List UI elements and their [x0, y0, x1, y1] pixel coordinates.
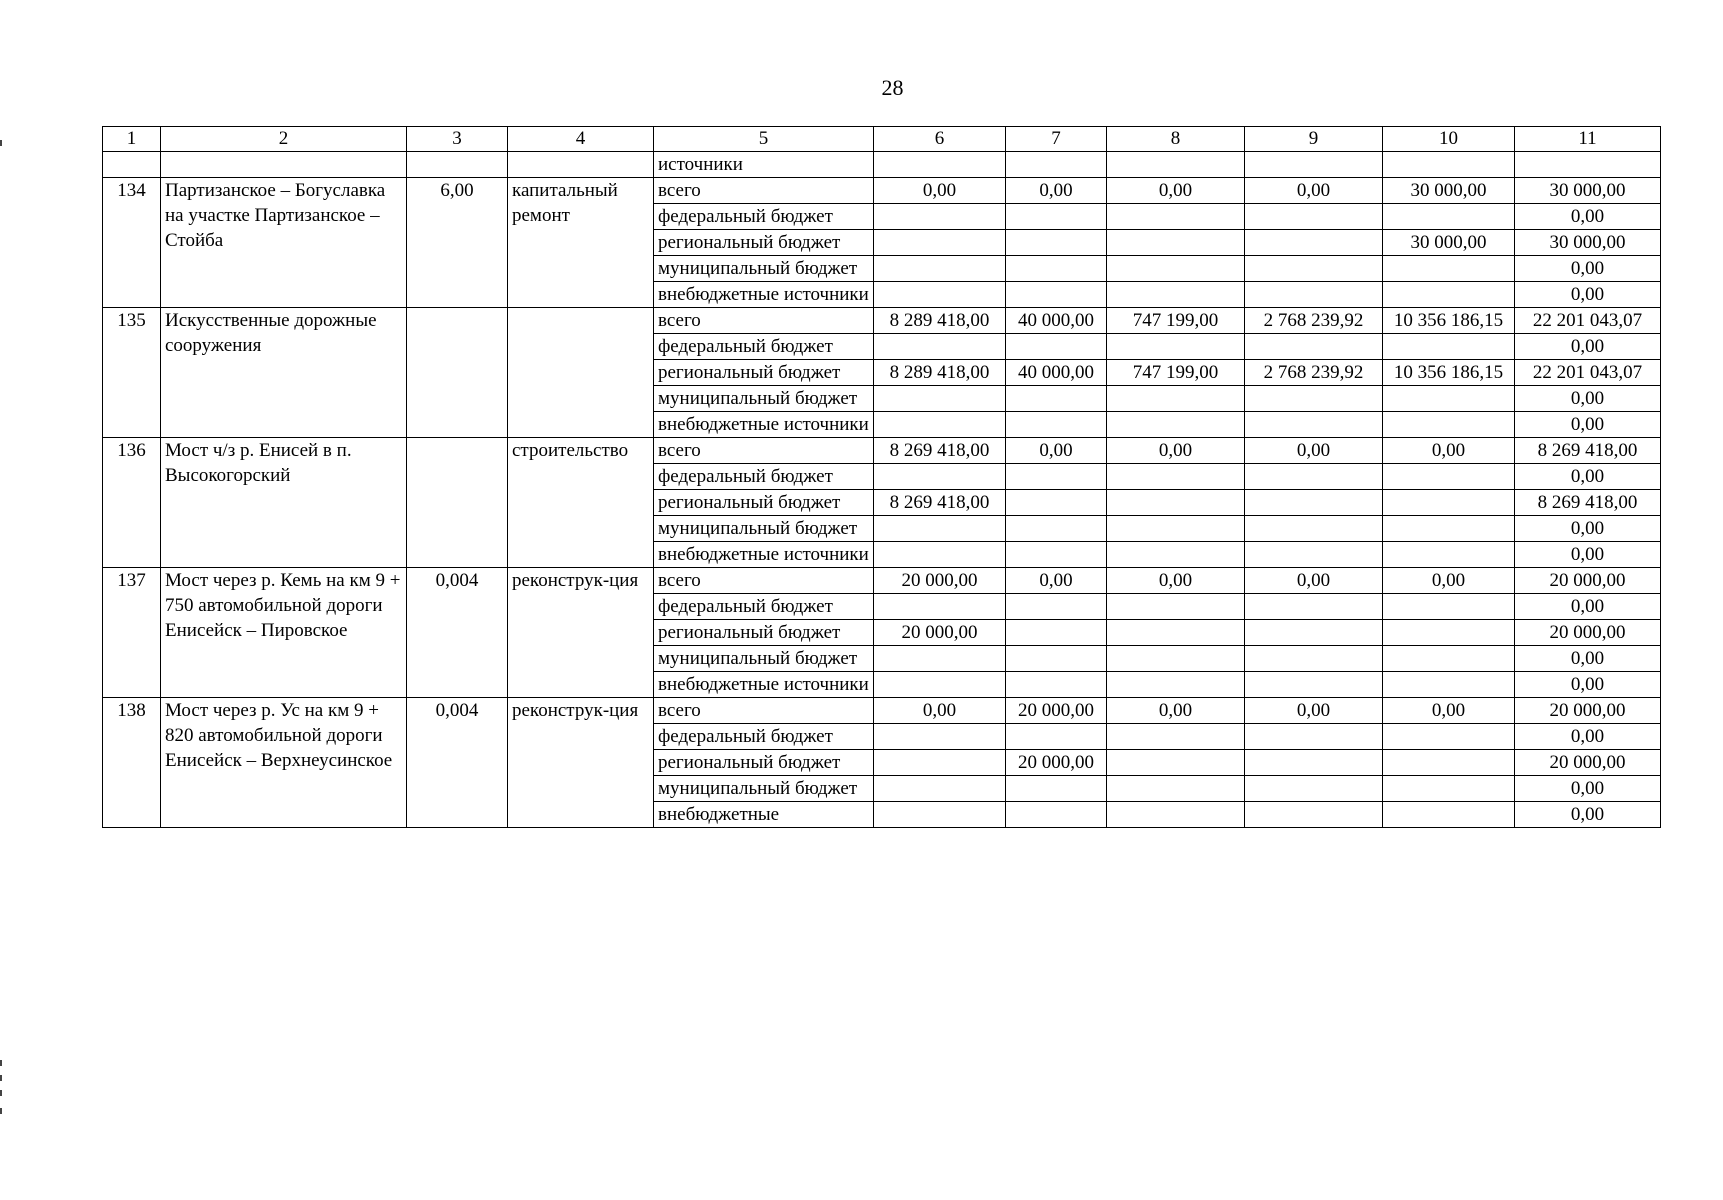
scan-edge-marks: [0, 0, 3, 1200]
object-number: 136: [103, 438, 161, 568]
object-row: [103, 438, 1661, 464]
amount-c11: 0,00: [1515, 594, 1661, 620]
funding-source: всего: [654, 438, 874, 464]
amount-c7: [1006, 776, 1107, 802]
object-name: Искусственные дорожные сооружения: [161, 308, 407, 438]
amount-c9: [1245, 750, 1383, 776]
object-length: 0,004: [407, 568, 508, 698]
amount-c9: 2 768 239,92: [1245, 360, 1383, 386]
amount-c9: [1245, 412, 1383, 438]
empty-cell: [508, 152, 654, 178]
amount-c6: [874, 594, 1006, 620]
amount-c7: 0,00: [1006, 568, 1107, 594]
continuation-row: [103, 152, 1661, 178]
amount-c10: [1383, 256, 1515, 282]
amount-c10: [1383, 646, 1515, 672]
column-header: 9: [1245, 127, 1383, 152]
funding-source: муниципальный бюджет: [654, 386, 874, 412]
empty-cell: [161, 152, 407, 178]
amount-c6: 0,00: [874, 698, 1006, 724]
object-length: 0,004: [407, 698, 508, 828]
amount-c9: [1245, 230, 1383, 256]
amount-c8: [1107, 672, 1245, 698]
funding-source: внебюджетные источники: [654, 412, 874, 438]
amount-c11: 0,00: [1515, 464, 1661, 490]
amount-c8: [1107, 724, 1245, 750]
object-name: Мост через р. Ус на км 9 + 820 автомобильной дороги Енисейск – Верхнеусинское: [161, 698, 407, 828]
amount-c10: [1383, 282, 1515, 308]
empty-cell: [1107, 152, 1245, 178]
funding-source: всего: [654, 568, 874, 594]
funding-source: внебюджетные источники: [654, 672, 874, 698]
amount-c8: 0,00: [1107, 698, 1245, 724]
amount-c11: 20 000,00: [1515, 568, 1661, 594]
object-length: [407, 438, 508, 568]
funding-source: федеральный бюджет: [654, 334, 874, 360]
amount-c8: [1107, 516, 1245, 542]
amount-c11: 0,00: [1515, 334, 1661, 360]
amount-c11: 20 000,00: [1515, 620, 1661, 646]
funding-source: всего: [654, 178, 874, 204]
funding-source: внебюджетные источники: [654, 542, 874, 568]
amount-c10: 10 356 186,15: [1383, 308, 1515, 334]
funding-source: региональный бюджет: [654, 360, 874, 386]
amount-c8: [1107, 750, 1245, 776]
amount-c9: [1245, 464, 1383, 490]
object-length: 6,00: [407, 178, 508, 308]
amount-c10: [1383, 594, 1515, 620]
empty-cell: [1383, 152, 1515, 178]
empty-cell: [407, 152, 508, 178]
amount-c9: [1245, 490, 1383, 516]
amount-c6: [874, 256, 1006, 282]
amount-c8: [1107, 282, 1245, 308]
amount-c6: 20 000,00: [874, 620, 1006, 646]
amount-c9: [1245, 386, 1383, 412]
amount-c6: [874, 464, 1006, 490]
amount-c8: [1107, 412, 1245, 438]
column-header: 1: [103, 127, 161, 152]
amount-c6: 0,00: [874, 178, 1006, 204]
amount-c10: 10 356 186,15: [1383, 360, 1515, 386]
amount-c11: 0,00: [1515, 256, 1661, 282]
amount-c10: 0,00: [1383, 698, 1515, 724]
amount-c7: [1006, 672, 1107, 698]
work-type: капитальный ремонт: [508, 178, 654, 308]
amount-c10: [1383, 724, 1515, 750]
amount-c7: [1006, 412, 1107, 438]
amount-c10: [1383, 776, 1515, 802]
table-body: [103, 152, 1661, 828]
amount-c9: [1245, 594, 1383, 620]
amount-c6: [874, 334, 1006, 360]
amount-c6: 8 289 418,00: [874, 360, 1006, 386]
amount-c6: 8 269 418,00: [874, 438, 1006, 464]
amount-c11: 0,00: [1515, 412, 1661, 438]
amount-c6: [874, 776, 1006, 802]
work-type: реконструк-ция: [508, 568, 654, 698]
column-header: 3: [407, 127, 508, 152]
amount-c7: [1006, 802, 1107, 828]
work-type: реконструк-ция: [508, 698, 654, 828]
amount-c8: [1107, 386, 1245, 412]
amount-c6: [874, 750, 1006, 776]
amount-c9: 0,00: [1245, 568, 1383, 594]
amount-c6: [874, 230, 1006, 256]
amount-c10: [1383, 412, 1515, 438]
amount-c6: [874, 802, 1006, 828]
work-type: строительство: [508, 438, 654, 568]
amount-c7: [1006, 516, 1107, 542]
amount-c11: 0,00: [1515, 282, 1661, 308]
amount-c10: [1383, 620, 1515, 646]
amount-c8: [1107, 334, 1245, 360]
funding-source: региональный бюджет: [654, 620, 874, 646]
column-header: 7: [1006, 127, 1107, 152]
amount-c10: [1383, 516, 1515, 542]
amount-c10: 0,00: [1383, 568, 1515, 594]
amount-c9: [1245, 802, 1383, 828]
funding-source: муниципальный бюджет: [654, 776, 874, 802]
object-number: 135: [103, 308, 161, 438]
amount-c8: 0,00: [1107, 568, 1245, 594]
empty-cell: [1245, 152, 1383, 178]
funding-source: муниципальный бюджет: [654, 516, 874, 542]
empty-cell: [874, 152, 1006, 178]
amount-c11: 0,00: [1515, 204, 1661, 230]
object-number: 137: [103, 568, 161, 698]
funding-source: муниципальный бюджет: [654, 256, 874, 282]
amount-c9: [1245, 282, 1383, 308]
object-number: 138: [103, 698, 161, 828]
amount-c7: [1006, 542, 1107, 568]
amount-c10: [1383, 334, 1515, 360]
amount-c7: 0,00: [1006, 438, 1107, 464]
funding-source: федеральный бюджет: [654, 464, 874, 490]
amount-c7: [1006, 334, 1107, 360]
column-header: 6: [874, 127, 1006, 152]
amount-c7: 0,00: [1006, 178, 1107, 204]
funding-source: региональный бюджет: [654, 230, 874, 256]
amount-c9: [1245, 776, 1383, 802]
object-row: [103, 568, 1661, 594]
amount-c8: 0,00: [1107, 438, 1245, 464]
funding-source: внебюджетные источники: [654, 282, 874, 308]
amount-c11: 30 000,00: [1515, 178, 1661, 204]
amount-c11: 0,00: [1515, 516, 1661, 542]
amount-c7: 20 000,00: [1006, 750, 1107, 776]
column-header: 4: [508, 127, 654, 152]
amount-c9: [1245, 672, 1383, 698]
amount-c6: [874, 724, 1006, 750]
amount-c7: 40 000,00: [1006, 308, 1107, 334]
amount-c11: 8 269 418,00: [1515, 490, 1661, 516]
amount-c9: 0,00: [1245, 178, 1383, 204]
amount-c8: [1107, 594, 1245, 620]
amount-c11: 20 000,00: [1515, 750, 1661, 776]
amount-c11: 0,00: [1515, 542, 1661, 568]
amount-c8: 0,00: [1107, 178, 1245, 204]
amount-c6: [874, 672, 1006, 698]
object-length: [407, 308, 508, 438]
funding-source: всего: [654, 308, 874, 334]
amount-c7: [1006, 386, 1107, 412]
amount-c9: 0,00: [1245, 438, 1383, 464]
amount-c7: [1006, 282, 1107, 308]
amount-c7: [1006, 594, 1107, 620]
amount-c10: [1383, 802, 1515, 828]
funding-source: региональный бюджет: [654, 750, 874, 776]
funding-source: внебюджетные: [654, 802, 874, 828]
amount-c10: [1383, 490, 1515, 516]
amount-c9: 2 768 239,92: [1245, 308, 1383, 334]
amount-c8: [1107, 230, 1245, 256]
column-header: 2: [161, 127, 407, 152]
amount-c11: 0,00: [1515, 672, 1661, 698]
empty-cell: [103, 152, 161, 178]
amount-c11: 22 201 043,07: [1515, 308, 1661, 334]
amount-c7: 20 000,00: [1006, 698, 1107, 724]
amount-c8: 747 199,00: [1107, 308, 1245, 334]
amount-c7: [1006, 204, 1107, 230]
funding-source: федеральный бюджет: [654, 204, 874, 230]
amount-c7: [1006, 256, 1107, 282]
amount-c9: [1245, 646, 1383, 672]
amount-c11: 0,00: [1515, 776, 1661, 802]
amount-c7: [1006, 230, 1107, 256]
amount-c6: [874, 412, 1006, 438]
amount-c9: [1245, 516, 1383, 542]
column-header: 5: [654, 127, 874, 152]
amount-c10: [1383, 386, 1515, 412]
amount-c6: [874, 646, 1006, 672]
amount-c7: [1006, 464, 1107, 490]
amount-c10: 30 000,00: [1383, 230, 1515, 256]
amount-c9: [1245, 334, 1383, 360]
source-cell: источники: [654, 152, 874, 178]
table-header: [103, 127, 1661, 152]
column-number-row: [103, 127, 1661, 152]
amount-c6: 8 289 418,00: [874, 308, 1006, 334]
amount-c10: [1383, 672, 1515, 698]
amount-c10: 0,00: [1383, 438, 1515, 464]
amount-c8: [1107, 490, 1245, 516]
funding-source: всего: [654, 698, 874, 724]
amount-c6: [874, 542, 1006, 568]
amount-c7: [1006, 490, 1107, 516]
amount-c6: [874, 204, 1006, 230]
empty-cell: [1515, 152, 1661, 178]
amount-c10: [1383, 542, 1515, 568]
amount-c6: [874, 386, 1006, 412]
amount-c6: [874, 282, 1006, 308]
amount-c6: 8 269 418,00: [874, 490, 1006, 516]
amount-c9: [1245, 256, 1383, 282]
column-header: 11: [1515, 127, 1661, 152]
amount-c11: 30 000,00: [1515, 230, 1661, 256]
amount-c10: [1383, 750, 1515, 776]
amount-c8: [1107, 802, 1245, 828]
column-header: 10: [1383, 127, 1515, 152]
object-row: [103, 178, 1661, 204]
amount-c9: [1245, 204, 1383, 230]
object-name: Мост ч/з р. Енисей в п. Высокогорский: [161, 438, 407, 568]
amount-c9: [1245, 620, 1383, 646]
page-number: 28: [881, 75, 904, 100]
amount-c8: [1107, 646, 1245, 672]
funding-source: муниципальный бюджет: [654, 646, 874, 672]
amount-c9: [1245, 542, 1383, 568]
funding-source: региональный бюджет: [654, 490, 874, 516]
amount-c8: [1107, 776, 1245, 802]
object-name: Мост через р. Кемь на км 9 + 750 автомобильной дороги Енисейск – Пировское: [161, 568, 407, 698]
amount-c7: [1006, 646, 1107, 672]
object-number: 134: [103, 178, 161, 308]
funding-source: федеральный бюджет: [654, 724, 874, 750]
empty-cell: [1006, 152, 1107, 178]
object-row: [103, 698, 1661, 724]
object-row: [103, 308, 1661, 334]
amount-c11: 0,00: [1515, 386, 1661, 412]
budget-table: [102, 126, 1661, 828]
work-type: [508, 308, 654, 438]
amount-c11: 0,00: [1515, 646, 1661, 672]
funding-source: федеральный бюджет: [654, 594, 874, 620]
amount-c10: 30 000,00: [1383, 178, 1515, 204]
amount-c7: [1006, 724, 1107, 750]
amount-c8: [1107, 204, 1245, 230]
amount-c8: [1107, 464, 1245, 490]
amount-c11: 22 201 043,07: [1515, 360, 1661, 386]
column-header: 8: [1107, 127, 1245, 152]
amount-c6: [874, 516, 1006, 542]
amount-c8: [1107, 620, 1245, 646]
amount-c7: 40 000,00: [1006, 360, 1107, 386]
amount-c10: [1383, 204, 1515, 230]
amount-c9: [1245, 724, 1383, 750]
amount-c11: 0,00: [1515, 802, 1661, 828]
amount-c8: [1107, 256, 1245, 282]
amount-c8: 747 199,00: [1107, 360, 1245, 386]
amount-c11: 0,00: [1515, 724, 1661, 750]
amount-c11: 20 000,00: [1515, 698, 1661, 724]
amount-c8: [1107, 542, 1245, 568]
object-name: Партизанское – Богуславка на участке Партизанское – Стойба: [161, 178, 407, 308]
amount-c6: 20 000,00: [874, 568, 1006, 594]
amount-c9: 0,00: [1245, 698, 1383, 724]
amount-c11: 8 269 418,00: [1515, 438, 1661, 464]
amount-c10: [1383, 464, 1515, 490]
amount-c7: [1006, 620, 1107, 646]
